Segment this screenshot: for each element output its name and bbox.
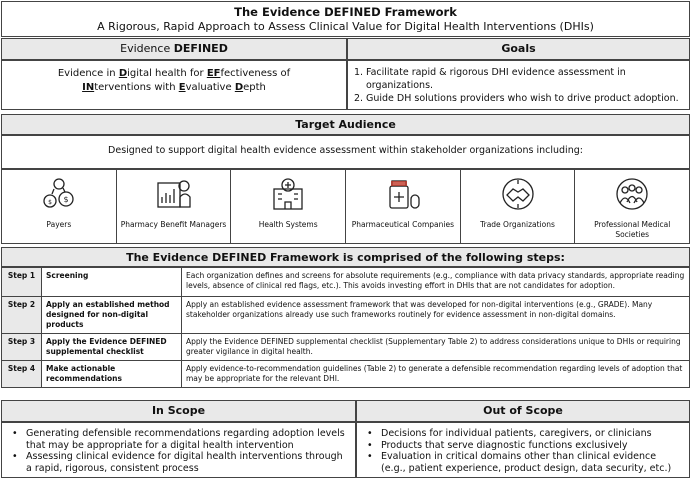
acronym-text: valuative	[185, 81, 235, 93]
list-item	[367, 428, 683, 440]
acronym-line-1	[2, 67, 346, 81]
acronym-text: epth	[243, 81, 266, 93]
audience-pbm	[117, 170, 232, 243]
acronym-line-2	[2, 81, 346, 95]
in-scope-heading: In Scope	[151, 404, 206, 417]
payers-icon	[40, 177, 78, 211]
title-box	[1, 1, 690, 37]
acronym-letter: E	[178, 81, 186, 93]
list-item-text: Decisions for individual patients, caregivers, or clinicians	[381, 428, 652, 439]
goals-header	[347, 38, 690, 60]
audience-row	[1, 169, 690, 244]
audience-label: Pharmacy Benefit Managers	[120, 220, 227, 229]
group-icon	[613, 177, 651, 211]
step-title: Apply the Evidence DEFINED supplemental checklist	[42, 334, 182, 361]
step-description: Apply evidence-to-recommendation guidelines (Table 2) to generate a defensible recommendation regarding levels of adoption that may be appropriate for the relevant DHI.	[182, 361, 690, 388]
acronym-letter: D	[234, 81, 244, 93]
audience-label: Health Systems	[258, 220, 318, 229]
step-number: Step 4	[2, 361, 42, 388]
bullet: •	[12, 428, 18, 439]
step-number: Step 2	[2, 297, 42, 334]
in-scope-list	[12, 428, 349, 474]
bullet: •	[367, 439, 373, 451]
audience-label: Professional Medical Societies	[594, 220, 671, 239]
list-item-text: Products that serve diagnostic functions exclusively	[381, 439, 628, 451]
list-item	[367, 440, 683, 452]
goal-number: 1.	[354, 67, 364, 78]
list-item-text: Generating defensible recommendations regarding adoption levels that may be appropriate for a digital health intervention	[26, 428, 345, 451]
step-description: Each organization defines and screens for absolute requirements (e.g., compliance with data privacy standards, appropriate reading levels, absence of clinical red flags, etc.). This avoids investing effort in DHIs that are not candidates for adoption.	[182, 268, 690, 297]
acronym-text: Evidence in	[57, 68, 119, 79]
in-scope-box	[1, 422, 356, 478]
pharma-icon	[384, 177, 422, 211]
step-description: Apply the Evidence DEFINED supplemental checklist (Supplementary Table 2) to address considerations unique to DHIs or requiring greater vigilance in digital health.	[182, 334, 690, 361]
goal-text: Facilitate rapid & rigorous DHI evidence assessment in organizations.	[366, 67, 626, 91]
svg-text:$: $	[63, 195, 69, 204]
steps-table	[1, 267, 690, 388]
target-audience-header	[1, 114, 690, 135]
evidence-acronym-box	[1, 60, 347, 110]
step-number: Step 1	[2, 268, 42, 297]
target-audience-heading: Target Audience	[295, 118, 396, 131]
acronym-letter: EF	[206, 68, 221, 79]
out-of-scope-box	[356, 422, 690, 478]
audience-payers	[2, 170, 117, 243]
acronym-text: terventions with	[94, 81, 179, 93]
evidence-heading-prefix: Evidence	[120, 42, 174, 55]
audience-med-societies	[575, 170, 689, 243]
step-title: Screening	[42, 268, 182, 297]
goals-box	[347, 60, 690, 110]
table-row	[2, 268, 690, 297]
goal-number: 2.	[354, 93, 364, 104]
page-subtitle: A Rigorous, Rapid Approach to Assess Clinical Value for Digital Health Interventions (DHIs)	[97, 20, 594, 33]
evidence-defined-header	[1, 38, 347, 60]
step-title: Apply an established method designed for non-digital products	[42, 297, 182, 334]
table-row	[2, 334, 690, 361]
step-description: Apply an established evidence assessment framework that was developed for non-digital interventions (e.g., GRADE). Many stakeholder organizations already use such frameworks routinely for evidence assessment in non-digital domains.	[182, 297, 690, 334]
goals-list	[354, 66, 689, 105]
out-of-scope-list	[367, 428, 683, 474]
list-item	[12, 428, 349, 451]
out-of-scope-heading: Out of Scope	[483, 404, 563, 417]
in-scope-header	[1, 400, 356, 422]
framework-header	[1, 247, 690, 267]
evidence-heading-bold: DEFINED	[173, 42, 228, 55]
goal-item	[354, 92, 689, 105]
out-of-scope-header	[356, 400, 690, 422]
acronym-text: fectiveness of	[220, 68, 291, 79]
step-number: Step 3	[2, 334, 42, 361]
acronym-letter: D	[118, 68, 128, 79]
goal-item	[354, 66, 689, 92]
bullet: •	[367, 428, 373, 439]
audience-health-systems	[231, 170, 346, 243]
audience-label: Payers	[46, 220, 72, 229]
page-title: The Evidence DEFINED Framework	[234, 5, 457, 19]
handshake-icon	[499, 177, 537, 211]
audience-pharma	[346, 170, 461, 243]
bullet: •	[12, 451, 18, 462]
acronym-letter: IN	[82, 81, 95, 93]
audience-label: Trade Organizations	[480, 220, 555, 229]
chart-icon	[155, 177, 193, 211]
step-title: Make actionable recommendations	[42, 361, 182, 388]
list-item-text: Assessing clinical evidence for digital health interventions through a rapid, rigorous, consistent process	[26, 451, 343, 474]
target-audience-description-box	[1, 135, 690, 169]
framework-heading: The Evidence DEFINED Framework is comprised of the following steps:	[126, 251, 565, 264]
acronym-text: igital health for	[127, 68, 207, 79]
list-item	[367, 451, 683, 474]
table-row	[2, 361, 690, 388]
goal-text: Guide DH solutions providers who wish to drive product adoption.	[366, 93, 679, 104]
target-audience-description: Designed to support digital health evidence assessment within stakeholder organizations including:	[108, 145, 583, 156]
list-item	[12, 451, 349, 474]
bullet: •	[367, 451, 373, 462]
goals-heading: Goals	[501, 42, 536, 55]
svg-text:$: $	[47, 199, 52, 206]
table-row	[2, 297, 690, 334]
hospital-icon	[269, 177, 307, 211]
audience-label: Pharmaceutical Companies	[351, 220, 454, 229]
evidence-acronym	[2, 67, 346, 94]
audience-trade-orgs	[461, 170, 576, 243]
list-item-text: Evaluation in critical domains other than clinical evidence (e.g., patient experience, product design, data security, etc.)	[381, 451, 672, 474]
